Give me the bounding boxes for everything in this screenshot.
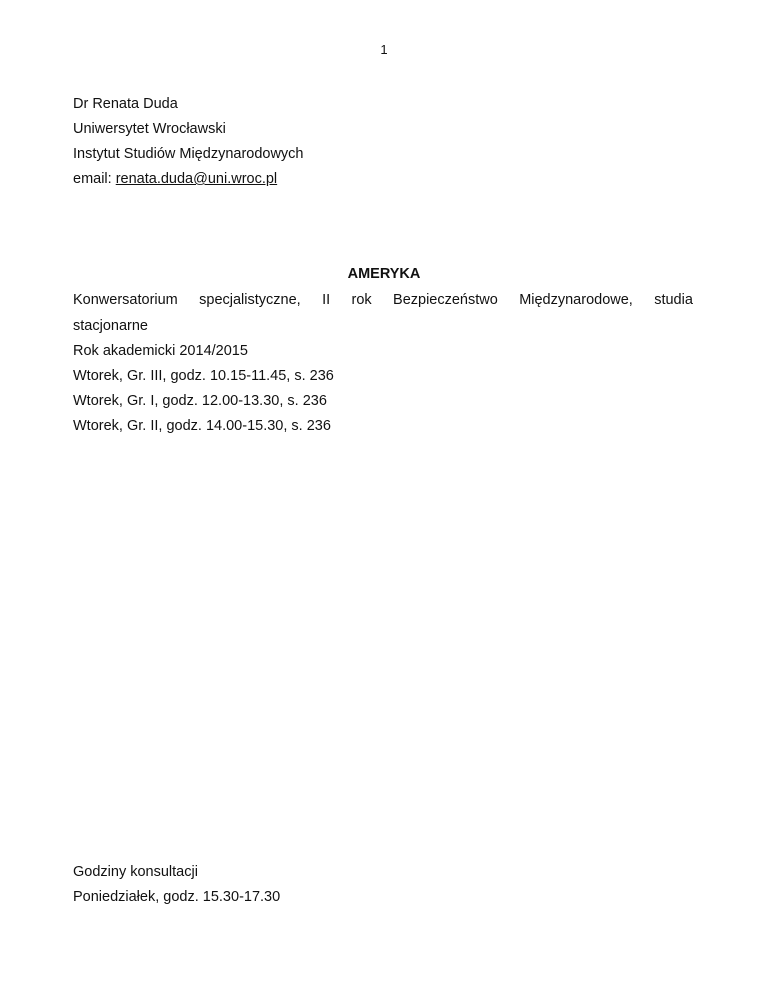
description-word: II	[322, 292, 331, 308]
academic-year: Rok akademicki 2014/2015	[73, 343, 248, 359]
description-word: rok	[351, 292, 372, 308]
description-word: Międzynarodowe,	[519, 292, 633, 308]
description-word: Bezpieczeństwo	[393, 292, 498, 308]
page-number: 1	[380, 42, 388, 57]
description-word: specjalistyczne,	[199, 292, 301, 308]
author-university: Uniwersytet Wrocławski	[73, 121, 226, 137]
author-institute: Instytut Studiów Międzynarodowych	[73, 146, 304, 162]
email-label: email:	[73, 171, 116, 187]
description-word: Konwersatorium	[73, 292, 178, 308]
course-description-line1	[73, 292, 693, 308]
schedule-item: Wtorek, Gr. II, godz. 14.00-15.30, s. 236	[73, 418, 331, 434]
author-name: Dr Renata Duda	[73, 96, 178, 112]
consultation-hours: Poniedziałek, godz. 15.30-17.30	[73, 889, 281, 905]
course-title: AMERYKA	[347, 266, 421, 282]
consultation-heading: Godziny konsultacji	[73, 864, 198, 880]
schedule-item: Wtorek, Gr. III, godz. 10.15-11.45, s. 236	[73, 368, 334, 384]
email-link[interactable]: renata.duda@uni.wroc.pl	[115, 171, 278, 187]
schedule-item: Wtorek, Gr. I, godz. 12.00-13.30, s. 236	[73, 393, 327, 409]
course-description-line2: stacjonarne	[73, 318, 148, 334]
description-word: studia	[654, 292, 693, 308]
author-email-line	[73, 171, 277, 187]
